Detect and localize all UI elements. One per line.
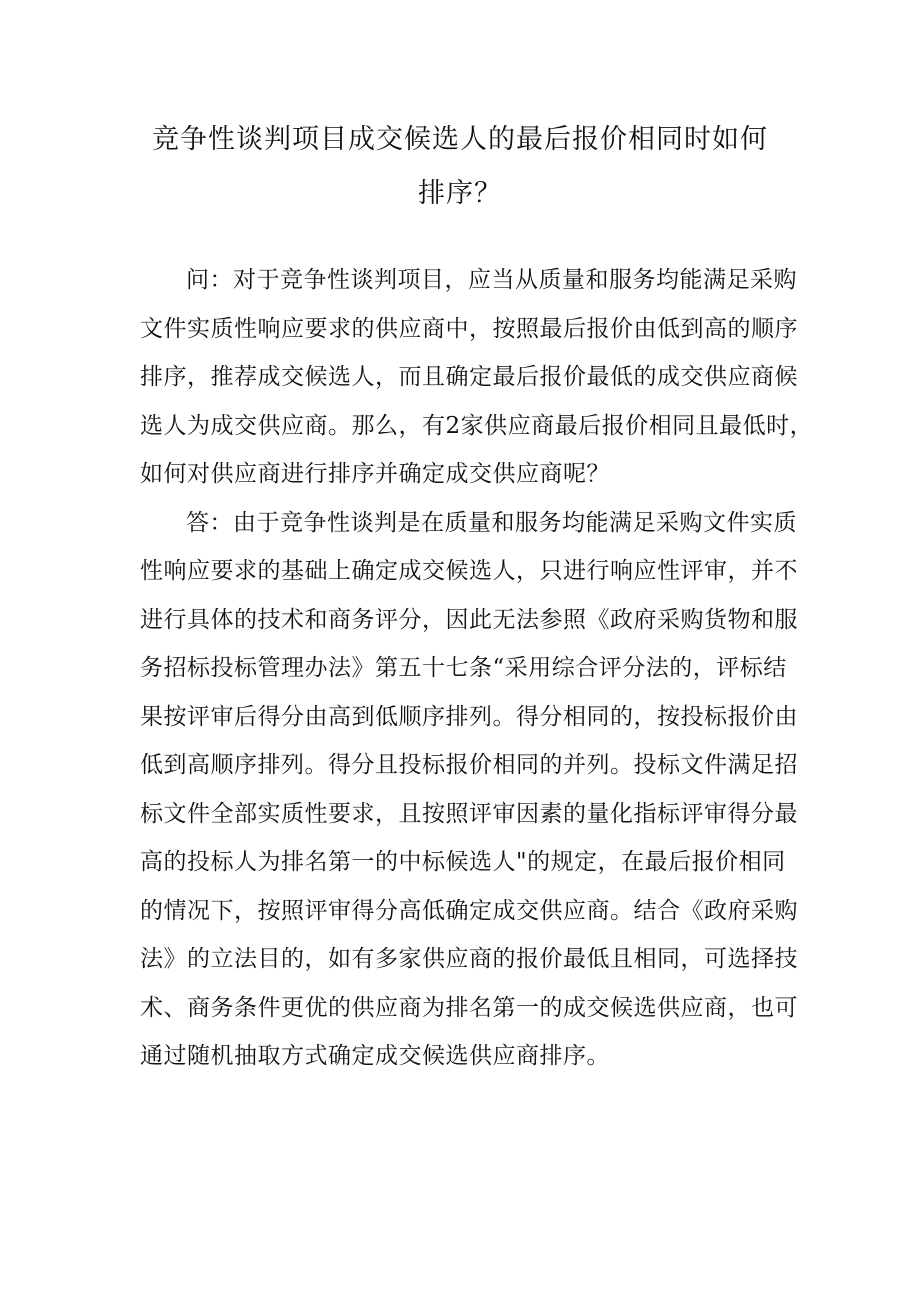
answer-line: 高的投标人为排名第一的中标候选人"的规定，在最后报价相同	[140, 849, 786, 875]
answer-line: 标文件全部实质性要求，且按照评审因素的量化指标评审得分最	[140, 800, 798, 827]
document-title	[140, 113, 780, 221]
answer-line: 术、商务条件更优的供应商为排名第一的成交候选供应商，也可	[140, 994, 798, 1021]
answer-line: 进行具体的技术和商务评分，因此无法参照《政府采购货物和服	[140, 606, 798, 633]
answer-line: 法》的立法目的，如有多家供应商的报价最低且相同，可选择技	[140, 946, 798, 972]
question-line: 问：对于竞争性谈判项目，应当从质量和服务均能满足采购	[186, 267, 797, 293]
title-line-1: 竞争性谈判项目成交候选人的最后报价相同时如何	[152, 124, 768, 155]
answer-line: 果按评审后得分由高到低顺序排列。得分相同的，按投标报价由	[140, 703, 798, 730]
answer-line: 低到高顺序排列。得分且投标报价相同的并列。投标文件满足招	[140, 752, 798, 778]
title-line-2: 排序？	[418, 178, 502, 209]
answer-line: 务招标投标管理办法》第五十七条“采用综合评分法的，评标结	[140, 655, 787, 681]
document-body	[140, 256, 814, 1081]
answer-line: 答：由于竞争性谈判是在质量和服务均能满足采购文件实质	[186, 509, 797, 536]
answer-line: 的情况下，按照评审得分高低确定成交供应商。结合《政府采购	[140, 897, 798, 924]
question-line: 文件实质性响应要求的供应商中，按照最后报价由低到高的顺序	[140, 315, 798, 342]
question-line: 选人为成交供应商。那么，有2家供应商最后报价相同且最低时，	[140, 412, 814, 439]
answer-line: 通过随机抽取方式确定成交候选供应商排序。	[140, 1043, 610, 1069]
question-line: 如何对供应商进行排序并确定成交供应商呢？	[140, 461, 610, 487]
answer-paragraph	[140, 499, 798, 1081]
question-line: 排序，推荐成交候选人，而且确定最后报价最低的成交供应商候	[140, 364, 798, 390]
question-paragraph	[140, 256, 814, 499]
answer-line: 性响应要求的基础上确定成交候选人，只进行响应性评审，并不	[140, 558, 798, 584]
